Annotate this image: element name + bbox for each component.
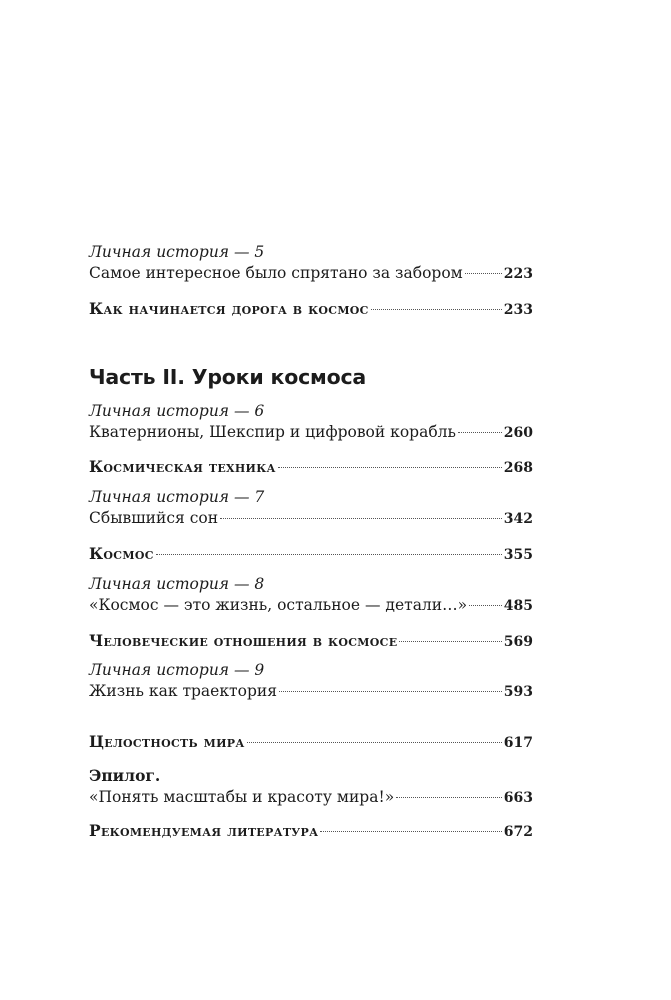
dot-leader <box>399 640 501 642</box>
entry-title: Рекомендуемая литература <box>89 821 319 840</box>
toc-line <box>89 820 533 842</box>
story-label: Личная история — 7 <box>89 488 265 506</box>
entry-title: Человеческие отношения в космосе <box>89 631 398 650</box>
page-number: 260 <box>503 425 533 441</box>
toc-line <box>89 630 533 652</box>
dot-leader <box>469 604 502 606</box>
entry-title: Как начинается дорога в космос <box>89 299 369 318</box>
page-number: 672 <box>503 824 533 840</box>
entry-title: Космос <box>89 544 154 563</box>
story-label: Личная история — 9 <box>89 661 265 679</box>
toc-line <box>89 421 533 443</box>
toc-entry-story-8 <box>89 574 533 616</box>
dot-leader <box>320 830 501 832</box>
toc-line <box>89 543 533 565</box>
toc-entry-epilogue <box>89 766 533 808</box>
toc-line <box>89 456 533 478</box>
entry-title: Самое интересное было спрятано за забором <box>89 264 463 282</box>
toc-entry-space <box>89 543 533 565</box>
story-label: Личная история — 5 <box>89 243 265 261</box>
entry-title: Сбывшийся сон <box>89 509 219 527</box>
page-number: 233 <box>503 302 533 318</box>
page-number: 569 <box>503 634 533 650</box>
dot-leader <box>220 517 502 519</box>
page-number: 355 <box>503 547 533 563</box>
dot-leader <box>278 466 502 468</box>
dot-leader <box>465 272 502 274</box>
toc-entry-tech <box>89 456 533 478</box>
toc-entry-integrity <box>89 731 533 753</box>
toc-entry-story-9 <box>89 660 533 702</box>
part-heading: Часть II. Уроки космоса <box>89 365 367 389</box>
toc-line <box>89 594 533 616</box>
entry-title: «Понять масштабы и красоту мира!» <box>89 788 395 806</box>
page-number: 223 <box>503 266 533 282</box>
toc-entry-road <box>89 298 533 320</box>
entry-title: Жизнь как траектория <box>89 682 277 700</box>
toc-entry-story-6 <box>89 401 533 443</box>
toc-line <box>89 298 533 320</box>
dot-leader <box>396 796 502 798</box>
toc-entry-story-5 <box>89 242 533 284</box>
page-number: 485 <box>503 598 533 614</box>
toc-entry-story-7 <box>89 487 533 529</box>
page-number: 342 <box>503 511 533 527</box>
toc-entry-relations <box>89 630 533 652</box>
dot-leader <box>156 553 502 555</box>
page-number: 617 <box>503 735 533 751</box>
page-number: 663 <box>503 790 533 806</box>
page-number: 593 <box>503 684 533 700</box>
entry-title: «Космос — это жизнь, остальное — детали…» <box>89 596 468 614</box>
toc-line <box>89 786 533 808</box>
entry-title: Целостность мира <box>89 732 245 751</box>
dot-leader <box>279 690 502 692</box>
toc-line <box>89 680 533 702</box>
dot-leader <box>247 741 502 743</box>
entry-title: Кватернионы, Шекспир и цифровой корабль <box>89 423 456 441</box>
story-label: Личная история — 8 <box>89 575 265 593</box>
toc-line <box>89 507 533 529</box>
toc-line <box>89 731 533 753</box>
dot-leader <box>458 431 502 433</box>
toc-entry-literature <box>89 820 533 842</box>
dot-leader <box>371 308 502 310</box>
page-number: 268 <box>503 460 533 476</box>
entry-title: Космическая техника <box>89 457 276 476</box>
story-label: Личная история — 6 <box>89 402 265 420</box>
toc-line <box>89 262 533 284</box>
epilogue-label: Эпилог. <box>89 766 161 785</box>
